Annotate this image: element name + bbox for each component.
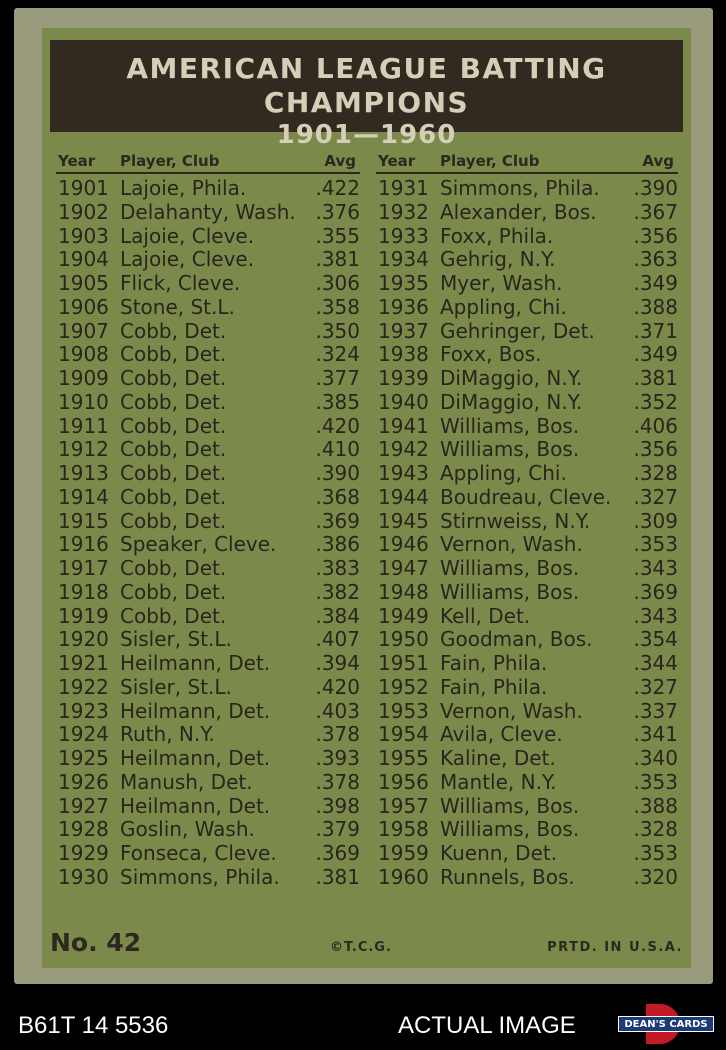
table-row: [376, 866, 678, 890]
table-row: [56, 367, 360, 391]
row-avg: .328: [633, 817, 678, 842]
table-header: [56, 152, 360, 174]
row-year: 1937: [378, 318, 429, 343]
table-row: [376, 818, 678, 842]
row-avg: .354: [633, 627, 678, 652]
row-year: 1907: [58, 318, 109, 343]
row-player: Heilmann, Det.: [120, 793, 271, 818]
row-player: Cobb, Det.: [120, 413, 227, 438]
table-row: [56, 747, 360, 771]
row-player: Williams, Bos.: [440, 817, 580, 842]
header-avg: Avg: [642, 152, 674, 170]
table-row: [376, 771, 678, 795]
row-avg: .353: [633, 769, 678, 794]
row-year: 1936: [378, 294, 429, 319]
row-year: 1909: [58, 366, 109, 390]
row-avg: .355: [315, 223, 360, 248]
right-rows: [376, 177, 678, 890]
row-player: Williams, Bos.: [440, 793, 580, 818]
table-row: [376, 557, 678, 581]
row-avg: .350: [315, 318, 360, 343]
row-player: Kaline, Det.: [440, 746, 556, 770]
card-title: AMERICAN LEAGUE BATTING CHAMPIONS: [126, 52, 607, 119]
row-year: 1932: [378, 199, 429, 224]
row-year: 1913: [58, 461, 109, 485]
table-row: [56, 771, 360, 795]
left-column: [56, 152, 360, 890]
row-year: 1921: [58, 651, 109, 675]
row-avg: .343: [633, 556, 678, 580]
row-avg: .306: [315, 271, 360, 295]
header-player: Player, Club: [120, 152, 220, 170]
row-player: Stirnweiss, N.Y.: [440, 508, 591, 533]
row-year: 1957: [378, 793, 429, 818]
row-avg: .403: [315, 698, 360, 723]
table-row: [376, 795, 678, 819]
row-year: 1903: [58, 223, 109, 248]
row-player: Sisler, St.L.: [120, 674, 232, 699]
row-player: Flick, Cleve.: [120, 271, 241, 295]
table-row: [376, 177, 678, 201]
table-row: [56, 795, 360, 819]
table-row: [56, 818, 360, 842]
row-player: Cobb, Det.: [120, 579, 227, 604]
row-avg: .378: [315, 769, 360, 794]
row-player: Cobb, Det.: [120, 556, 227, 580]
table-row: [376, 652, 678, 676]
row-avg: .309: [633, 508, 678, 533]
row-player: DiMaggio, N.Y.: [440, 389, 583, 414]
row-year: 1915: [58, 508, 109, 533]
table-row: [376, 628, 678, 652]
row-avg: .422: [315, 176, 360, 200]
row-avg: .327: [633, 484, 678, 509]
row-player: Gehringer, Det.: [440, 318, 595, 343]
row-player: Kuenn, Det.: [440, 841, 558, 865]
row-avg: .388: [633, 793, 678, 818]
table-row: [56, 581, 360, 605]
table-row: [56, 676, 360, 700]
row-avg: .369: [315, 508, 360, 533]
row-player: Kell, Det.: [440, 603, 531, 628]
row-avg: .382: [315, 579, 360, 604]
row-player: Cobb, Det.: [120, 366, 227, 390]
row-player: Cobb, Det.: [120, 389, 227, 414]
row-player: DiMaggio, N.Y.: [440, 366, 583, 390]
row-avg: .369: [633, 579, 678, 604]
table-row: [376, 438, 678, 462]
table-row: [376, 225, 678, 249]
row-avg: .406: [633, 413, 678, 438]
row-year: 1920: [58, 627, 109, 652]
card-footer: [50, 928, 683, 962]
row-avg: .349: [633, 271, 678, 295]
row-year: 1931: [378, 176, 429, 200]
row-year: 1911: [58, 413, 109, 438]
row-year: 1959: [378, 841, 429, 865]
table-row: [56, 462, 360, 486]
table-row: [376, 272, 678, 296]
row-player: Williams, Bos.: [440, 556, 580, 580]
table-row: [56, 201, 360, 225]
row-player: Sisler, St.L.: [120, 627, 232, 652]
header-year: Year: [58, 152, 96, 170]
row-avg: .356: [633, 437, 678, 462]
row-avg: .343: [633, 603, 678, 628]
row-player: Runnels, Bos.: [440, 864, 575, 889]
table-header: [376, 152, 678, 174]
row-avg: .352: [633, 389, 678, 414]
row-player: Vernon, Wash.: [440, 532, 583, 557]
row-avg: .388: [633, 294, 678, 319]
row-year: 1910: [58, 389, 109, 414]
row-avg: .407: [315, 627, 360, 652]
row-player: Foxx, Phila.: [440, 223, 554, 248]
row-year: 1944: [378, 484, 429, 509]
row-avg: .384: [315, 603, 360, 628]
row-player: Cobb, Det.: [120, 603, 227, 628]
table-row: [376, 723, 678, 747]
row-avg: .390: [315, 461, 360, 485]
row-year: 1922: [58, 674, 109, 699]
row-avg: .356: [633, 223, 678, 248]
table-row: [376, 296, 678, 320]
row-avg: .378: [315, 722, 360, 747]
table-row: [56, 533, 360, 557]
table-row: [56, 438, 360, 462]
row-player: Simmons, Phila.: [120, 864, 280, 889]
row-player: Speaker, Cleve.: [120, 532, 277, 557]
table-row: [56, 343, 360, 367]
row-avg: .358: [315, 294, 360, 319]
row-avg: .377: [315, 366, 360, 390]
table-row: [376, 343, 678, 367]
row-year: 1950: [378, 627, 429, 652]
row-player: Cobb, Det.: [120, 437, 227, 462]
table-row: [376, 700, 678, 724]
table-row: [376, 605, 678, 629]
row-year: 1906: [58, 294, 109, 319]
row-avg: .327: [633, 674, 678, 699]
row-year: 1958: [378, 817, 429, 842]
copyright: ©T.C.G.: [330, 940, 392, 955]
row-avg: .379: [315, 817, 360, 842]
table-row: [376, 201, 678, 225]
row-year: 1927: [58, 793, 109, 818]
row-year: 1941: [378, 413, 429, 438]
row-year: 1925: [58, 746, 109, 770]
row-avg: .420: [315, 413, 360, 438]
row-player: Avila, Cleve.: [440, 722, 563, 747]
row-year: 1908: [58, 342, 109, 367]
table-row: [376, 510, 678, 534]
row-year: 1949: [378, 603, 429, 628]
row-player: Fonseca, Cleve.: [120, 841, 277, 865]
row-year: 1924: [58, 722, 109, 747]
card-number: No. 42: [50, 928, 142, 957]
table-row: [56, 486, 360, 510]
row-player: Myer, Wash.: [440, 271, 563, 295]
row-year: 1948: [378, 579, 429, 604]
table-row: [56, 605, 360, 629]
table-row: [56, 510, 360, 534]
left-rows: [56, 177, 360, 890]
card-years: 1901—1960: [276, 120, 457, 150]
row-player: Simmons, Phila.: [440, 176, 600, 200]
table-row: [376, 486, 678, 510]
row-avg: .363: [633, 247, 678, 272]
table-row: [56, 248, 360, 272]
table-row: [56, 177, 360, 201]
table-row: [56, 842, 360, 866]
table-row: [56, 652, 360, 676]
row-player: Foxx, Bos.: [440, 342, 542, 367]
row-year: 1938: [378, 342, 429, 367]
row-player: Heilmann, Det.: [120, 698, 271, 723]
row-avg: .381: [315, 864, 360, 889]
baseball-card: [14, 8, 713, 984]
row-avg: .371: [633, 318, 678, 343]
header-player: Player, Club: [440, 152, 540, 170]
row-player: Lajoie, Cleve.: [120, 223, 255, 248]
row-year: 1956: [378, 769, 429, 794]
table-row: [376, 248, 678, 272]
row-avg: .349: [633, 342, 678, 367]
row-player: Goslin, Wash.: [120, 817, 255, 842]
row-player: Ruth, N.Y.: [120, 722, 215, 747]
row-player: Lajoie, Phila.: [120, 176, 247, 200]
row-player: Boudreau, Cleve.: [440, 484, 612, 509]
table-row: [376, 842, 678, 866]
row-year: 1902: [58, 199, 109, 224]
row-year: 1905: [58, 271, 109, 295]
row-avg: .328: [633, 461, 678, 485]
table-row: [376, 391, 678, 415]
row-year: 1929: [58, 841, 109, 865]
actual-image-label: ACTUAL IMAGE: [398, 1012, 576, 1039]
header-avg: Avg: [324, 152, 356, 170]
row-avg: .337: [633, 698, 678, 723]
row-avg: .369: [315, 841, 360, 865]
row-player: Delahanty, Wash.: [120, 199, 296, 224]
row-avg: .386: [315, 532, 360, 557]
row-year: 1946: [378, 532, 429, 557]
row-year: 1933: [378, 223, 429, 248]
row-player: Stone, St.L.: [120, 294, 235, 319]
row-year: 1917: [58, 556, 109, 580]
table-row: [56, 320, 360, 344]
row-avg: .410: [315, 437, 360, 462]
table-row: [376, 415, 678, 439]
row-avg: .385: [315, 389, 360, 414]
row-year: 1939: [378, 366, 429, 390]
row-year: 1919: [58, 603, 109, 628]
row-year: 1947: [378, 556, 429, 580]
row-year: 1955: [378, 746, 429, 770]
title-banner: [50, 40, 683, 150]
row-player: Cobb, Det.: [120, 318, 227, 343]
table-row: [56, 700, 360, 724]
row-player: Appling, Chi.: [440, 294, 567, 319]
row-year: 1954: [378, 722, 429, 747]
row-player: Williams, Bos.: [440, 413, 580, 438]
table-row: [376, 747, 678, 771]
table-row: [56, 415, 360, 439]
row-year: 1901: [58, 176, 109, 200]
table-row: [56, 557, 360, 581]
table-row: [376, 533, 678, 557]
row-avg: .381: [315, 247, 360, 272]
row-player: Vernon, Wash.: [440, 698, 583, 723]
row-year: 1912: [58, 437, 109, 462]
row-year: 1916: [58, 532, 109, 557]
row-year: 1923: [58, 698, 109, 723]
row-player: Cobb, Det.: [120, 508, 227, 533]
row-player: Heilmann, Det.: [120, 651, 271, 675]
table-row: [56, 272, 360, 296]
row-year: 1945: [378, 508, 429, 533]
row-player: Lajoie, Cleve.: [120, 247, 255, 272]
table-row: [376, 462, 678, 486]
right-column: [376, 152, 678, 890]
table-row: [376, 581, 678, 605]
row-year: 1930: [58, 864, 109, 889]
row-avg: .344: [633, 651, 678, 675]
row-avg: .324: [315, 342, 360, 367]
row-player: Fain, Phila.: [440, 674, 548, 699]
row-year: 1934: [378, 247, 429, 272]
row-year: 1918: [58, 579, 109, 604]
row-year: 1943: [378, 461, 429, 485]
row-avg: .353: [633, 841, 678, 865]
row-player: Mantle, N.Y.: [440, 769, 557, 794]
row-player: Cobb, Det.: [120, 461, 227, 485]
row-year: 1951: [378, 651, 429, 675]
logo-text: DEAN'S CARDS: [618, 1016, 714, 1032]
row-avg: .320: [633, 864, 678, 889]
row-player: Manush, Det.: [120, 769, 253, 794]
row-avg: .390: [633, 176, 678, 200]
row-avg: .394: [315, 651, 360, 675]
row-player: Williams, Bos.: [440, 437, 580, 462]
row-player: Heilmann, Det.: [120, 746, 271, 770]
table-row: [376, 367, 678, 391]
row-year: 1935: [378, 271, 429, 295]
row-year: 1914: [58, 484, 109, 509]
row-avg: .393: [315, 746, 360, 770]
sku-label: B61T 14 5536: [18, 1012, 169, 1039]
row-avg: .376: [315, 199, 360, 224]
table-row: [56, 225, 360, 249]
row-avg: .367: [633, 199, 678, 224]
table-row: [56, 296, 360, 320]
row-year: 1904: [58, 247, 109, 272]
row-avg: .341: [633, 722, 678, 747]
table-row: [376, 320, 678, 344]
row-avg: .368: [315, 484, 360, 509]
table-row: [56, 866, 360, 890]
row-avg: .381: [633, 366, 678, 390]
row-player: Alexander, Bos.: [440, 199, 597, 224]
printed-in: PRTD. IN U.S.A.: [547, 940, 683, 955]
row-year: 1940: [378, 389, 429, 414]
deans-cards-logo: [618, 1004, 714, 1044]
header-year: Year: [378, 152, 416, 170]
row-avg: .383: [315, 556, 360, 580]
row-player: Williams, Bos.: [440, 579, 580, 604]
row-player: Fain, Phila.: [440, 651, 548, 675]
table-row: [56, 723, 360, 747]
row-player: Appling, Chi.: [440, 461, 567, 485]
card-face: [42, 28, 691, 968]
row-year: 1952: [378, 674, 429, 699]
row-avg: .420: [315, 674, 360, 699]
table-row: [56, 391, 360, 415]
table-row: [376, 676, 678, 700]
row-year: 1926: [58, 769, 109, 794]
row-player: Cobb, Det.: [120, 342, 227, 367]
row-avg: .398: [315, 793, 360, 818]
row-avg: .340: [633, 746, 678, 770]
row-player: Cobb, Det.: [120, 484, 227, 509]
row-year: 1960: [378, 864, 429, 889]
row-year: 1928: [58, 817, 109, 842]
row-player: Goodman, Bos.: [440, 627, 593, 652]
table-row: [56, 628, 360, 652]
row-year: 1953: [378, 698, 429, 723]
row-year: 1942: [378, 437, 429, 462]
row-avg: .353: [633, 532, 678, 557]
row-player: Gehrig, N.Y.: [440, 247, 556, 272]
